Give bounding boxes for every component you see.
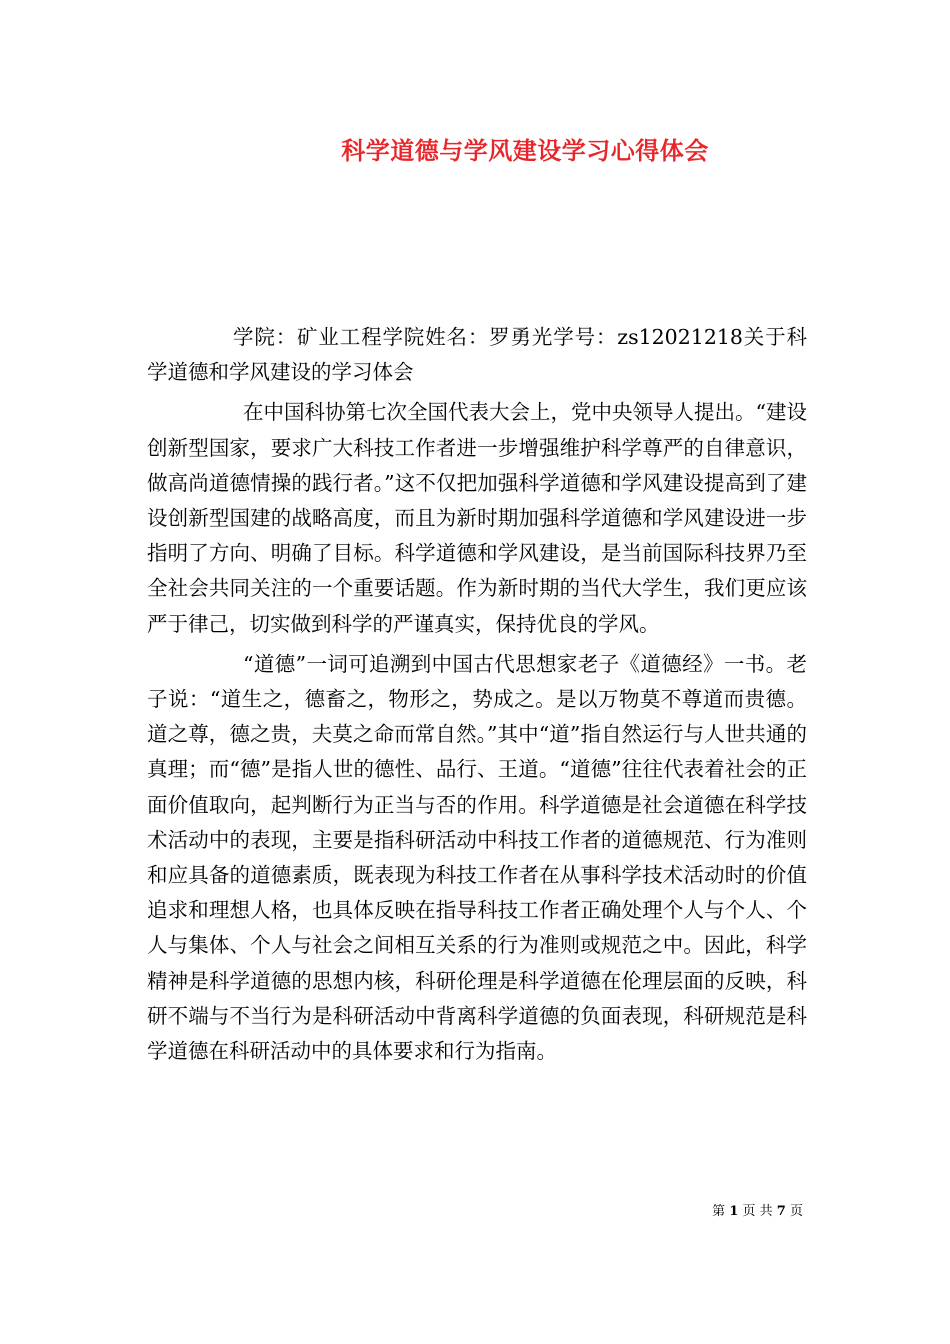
author-info-paragraph: 学院：矿业工程学院姓名：罗勇光学号：zs12021218关于科学道德和学风建设的学习体会 xyxy=(147,325,807,385)
footer-current-page: 1 xyxy=(729,1204,739,1219)
document-body xyxy=(147,320,807,1074)
body-paragraph-2: “道德”一词可追溯到中国古代思想家老子《道德经》一书。老子说：“道生之，德畜之，物形之，势成之。是以万物莫不尊道而贵德。道之尊，德之贵，夫莫之命而常自然。”其中“道”指自然运行与人世共通的真理；而“德”是指人世的德性、品行、王道。“道德”往往代表着社会的正面价值取向，起判断行为正当与否的作用。科学道德是社会道德在科学技术活动中的表现，主要是指科研活动中科技工作者的道德规范、行为准则和应具备的道德素质，既表现为科技工作者在从事科学技术活动时的价值追求和理想人格，也具体反映在指导科技工作者正确处理个人与个人、个人与集体、个人与社会之间相互关系的行为准则或规范之中。因此，科学精神是科学道德的思想内核，科研伦理是科学道德在伦理层面的反映，科研不端与不当行为是科研活动中背离科学道德的负面表现，科研规范是科学道德在科研活动中的具体要求和行为指南。 xyxy=(147,651,807,1064)
body-paragraph-1: 在中国科协第七次全国代表大会上，党中央领导人提出。“建设创新型国家，要求广大科技工作者进一步增强维护科学尊严的自律意识，做高尚道德情操的践行者。”这不仅把加强科学道德和学风建设提高到了建设创新型国建的战略高度，而且为新时期加强科学道德和学风建设进一步指明了方向、明确了目标。科学道德和学风建设，是当前国际科技界乃至全社会共同关注的一个重要话题。作为新时期的当代大学生，我们更应该严于律己，切实做到科学的严谨真实，保持优良的学风。 xyxy=(147,400,807,636)
document-title: 科学道德与学风建设学习心得体会 xyxy=(341,136,709,165)
page-number-footer xyxy=(712,1203,803,1221)
footer-suffix: 页 xyxy=(789,1204,803,1219)
footer-middle: 页 共 xyxy=(742,1204,773,1219)
footer-prefix: 第 xyxy=(712,1204,726,1219)
footer-total-pages: 7 xyxy=(776,1204,786,1219)
